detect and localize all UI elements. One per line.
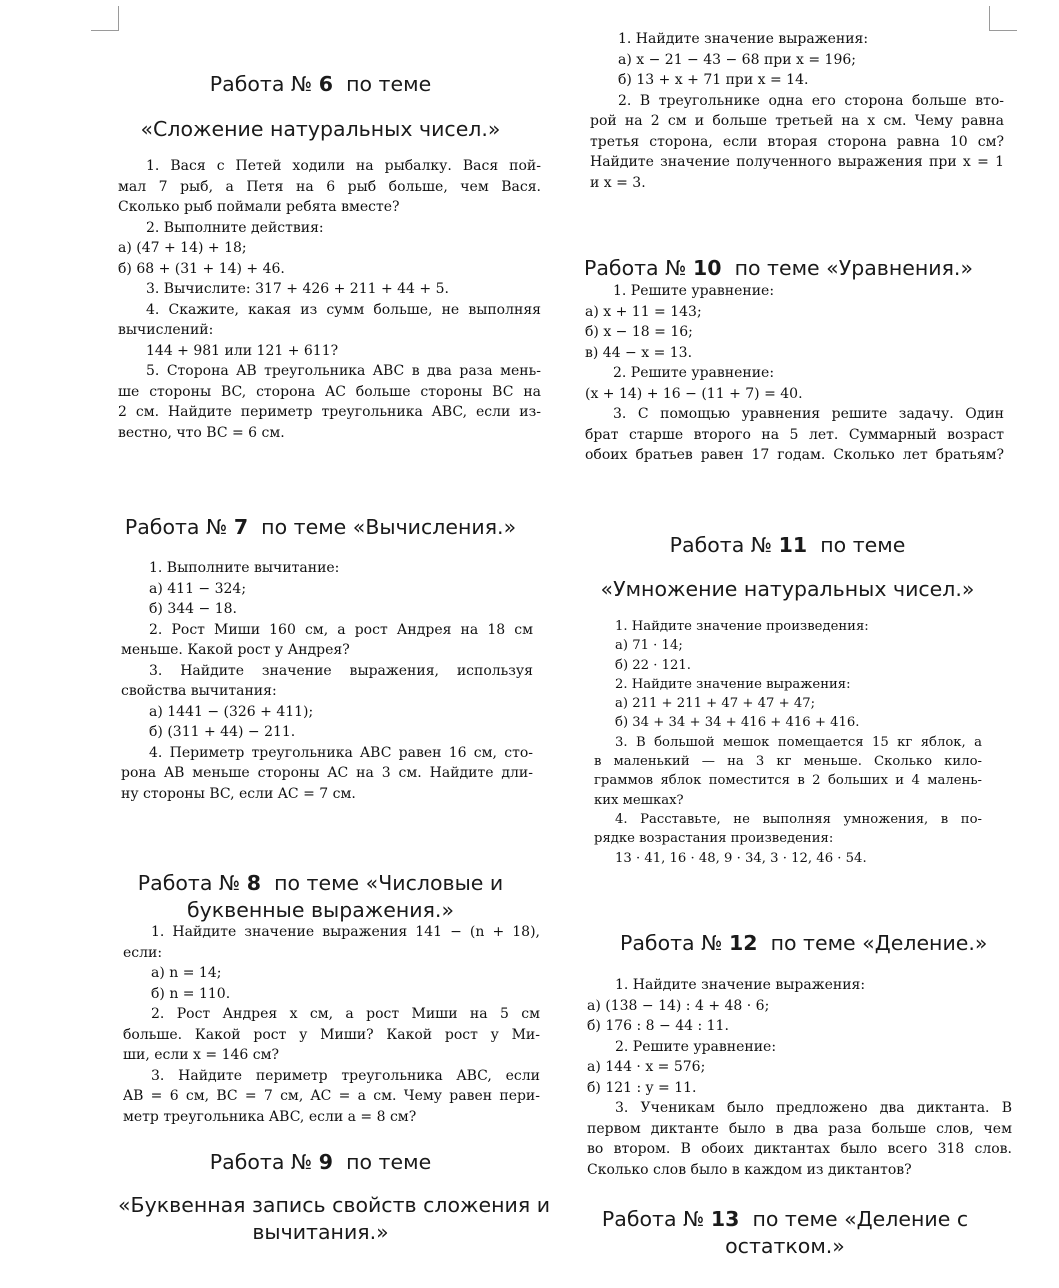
task-line: и x = 3. xyxy=(590,174,646,191)
task-line: брат старше второго на 5 лет. Суммарный возраст xyxy=(585,426,1004,443)
title-suffix: по теме xyxy=(346,72,432,96)
task-line: а) 71 · 14; xyxy=(615,638,683,654)
task-line: рядке возрастания произведения: xyxy=(594,831,834,847)
task-line: первом диктанте было в два раза больше слов, чем xyxy=(587,1120,1012,1137)
work-12-tasks xyxy=(587,975,1012,1180)
task-line: вестно, что BC = 6 см. xyxy=(118,424,285,441)
work-11-subtitle: «Умножение натуральных чисел.» xyxy=(600,577,975,601)
task-line: ши, если x = 146 см? xyxy=(123,1047,279,1063)
crop-mark-left xyxy=(91,6,119,31)
task-line: б) 13 + x + 71 при x = 14. xyxy=(618,72,809,88)
task-line: б) x − 18 = 16; xyxy=(585,324,693,340)
task-line: 1. Найдите значение произведения: xyxy=(615,619,869,634)
task-line: б) 176 : 8 − 44 : 11. xyxy=(587,1018,729,1034)
task-line: а) x + 11 = 143; xyxy=(585,303,702,320)
work-9-subtitle-line2: вычитания.» xyxy=(252,1220,389,1244)
title-prefix: Работа № xyxy=(669,533,773,557)
task-line: 3. С помощью уравнения решите задачу. Один xyxy=(613,406,1004,422)
task-line: больше. Какой рост у Миши? Какой рост у Ми- xyxy=(123,1026,540,1043)
title-prefix: Работа № xyxy=(584,256,687,280)
task-line: 2. Рост Миши 160 см, а рост Андрея на 18 см xyxy=(149,621,533,638)
task-line: б) n = 110. xyxy=(151,985,231,1002)
task-line: третья сторона, если вторая сторона равна 10 см? xyxy=(590,133,1004,150)
work-6-subtitle: «Сложение натуральных чисел.» xyxy=(140,117,501,141)
task-line: 3. Найдите значение выражения, используя xyxy=(149,662,533,679)
work-6-tasks xyxy=(118,156,541,443)
task-line: если: xyxy=(123,944,163,961)
task-line: а) (47 + 14) + 18; xyxy=(118,240,247,256)
work-10-title xyxy=(584,255,973,282)
work-number: 13 xyxy=(710,1207,740,1231)
work-9-subtitle-line1: «Буквенная запись свойств сложения и xyxy=(118,1193,551,1217)
task-line: б) 344 − 18. xyxy=(149,601,237,617)
work-8-tasks xyxy=(123,922,540,1127)
work-7-tasks xyxy=(121,558,533,804)
task-line: 2. Решите уравнение: xyxy=(613,365,775,381)
task-line: обоих братьев равен 17 годам. Сколько лет братьям? xyxy=(585,447,1004,463)
task-line: 1. Найдите значение выражения 141 − (n + 18), xyxy=(151,924,540,940)
task-line: вычислений: xyxy=(118,322,214,338)
title-suffix: по теме «Уравнения.» xyxy=(734,256,973,280)
task-line: свойства вычитания: xyxy=(121,683,277,699)
task-line: 1. Решите уравнение: xyxy=(613,283,775,299)
task-line: а) 211 + 211 + 47 + 47 + 47; xyxy=(615,696,816,712)
task-line: б) 34 + 34 + 34 + 416 + 416 + 416. xyxy=(615,715,860,731)
task-line: метр треугольника ABC, если a = 8 см? xyxy=(123,1108,417,1125)
task-line: 1. Выполните вычитание: xyxy=(149,560,340,576)
work-number: 11 xyxy=(778,533,808,557)
work-9-tasks xyxy=(590,29,1004,193)
task-line: 2. Решите уравнение: xyxy=(615,1038,777,1055)
task-line: 3. Ученикам было предложено два диктанта. В xyxy=(615,1100,1012,1116)
task-line: а) x − 21 − 43 − 68 при x = 196; xyxy=(618,51,856,68)
task-line: 2 см. Найдите периметр треугольника ABC, если из- xyxy=(118,404,541,420)
task-line: 144 + 981 или 121 + 611? xyxy=(146,342,339,359)
work-13-title xyxy=(585,1206,985,1233)
work-number: 10 xyxy=(692,256,722,280)
title-prefix: Работа № xyxy=(620,931,723,955)
task-line: Найдите значение полученного выражения при x = 1 xyxy=(590,154,1004,170)
task-line: 2. Рост Андрея x см, а рост Миши на 5 см xyxy=(151,1006,540,1022)
work-8-title-line2: буквенные выражения.» xyxy=(186,898,454,922)
title-prefix: Работа № xyxy=(124,515,228,539)
title-suffix: по теме «Деление с xyxy=(752,1207,969,1231)
task-line: 1. Найдите значение выражения: xyxy=(618,31,869,47)
task-line: 3. Найдите периметр треугольника ABC, если xyxy=(151,1067,540,1084)
task-line: 4. Скажите, какая из сумм больше, не выполняя xyxy=(146,301,541,318)
task-line: ких мешках? xyxy=(594,792,684,808)
work-number: 6 xyxy=(318,72,334,96)
title-suffix: по теме xyxy=(820,533,906,557)
title-prefix: Работа № xyxy=(209,72,313,96)
title-prefix: Работа № xyxy=(137,871,241,895)
work-9-title xyxy=(118,1149,523,1176)
task-line: б) 68 + (31 + 14) + 46. xyxy=(118,260,285,277)
task-line: 2. Выполните действия: xyxy=(146,219,324,236)
crop-mark-right xyxy=(989,6,1017,31)
task-line: а) 144 · x = 576; xyxy=(587,1059,706,1075)
task-line: а) n = 14; xyxy=(151,965,222,981)
task-line: 2. Найдите значение выражения: xyxy=(615,676,851,692)
task-line: 1. Вася с Петей ходили на рыбалку. Вася пой- xyxy=(146,158,541,174)
task-line: а) 1441 − (326 + 411); xyxy=(149,703,314,720)
task-line: 3. Вычислите: 317 + 426 + 211 + 44 + 5. xyxy=(146,281,449,297)
task-line: 2. В треугольнике одна его сторона больше вто- xyxy=(618,92,1004,109)
task-line: Сколько слов было в каждом из диктантов? xyxy=(587,1161,912,1178)
work-12-title xyxy=(620,930,988,957)
task-line: ше стороны BC, сторона AC больше стороны BC на xyxy=(118,383,541,400)
work-10-tasks xyxy=(585,281,1004,466)
task-line: (x + 14) + 16 − (11 + 7) = 40. xyxy=(585,385,803,402)
title-suffix: по теме «Числовые и xyxy=(274,871,504,895)
task-line: б) 22 · 121. xyxy=(615,657,691,673)
task-line: 4. Периметр треугольника ABC равен 16 см, сто- xyxy=(149,744,533,761)
work-8-title xyxy=(118,870,523,897)
task-line: 3. В большой мешок помещается 15 кг яблок, а xyxy=(615,734,982,750)
task-line: а) 411 − 324; xyxy=(149,580,247,597)
task-line: в) 44 − x = 13. xyxy=(585,344,693,361)
task-line: 4. Расставьте, не выполняя умножения, в по- xyxy=(615,811,982,827)
work-11-tasks xyxy=(586,617,982,868)
title-prefix: Работа № xyxy=(209,1150,313,1174)
task-line: рона AB меньше стороны AC на 3 см. Найдите дли- xyxy=(121,765,533,781)
work-6-title xyxy=(118,71,523,98)
work-number: 12 xyxy=(728,931,758,955)
task-line: граммов яблок поместится в 2 больших и 4 малень- xyxy=(594,773,982,789)
work-number: 9 xyxy=(318,1150,334,1174)
task-line: AB = 6 см, BC = 7 см, AC = a см. Чему равен пери- xyxy=(123,1088,540,1104)
title-suffix: по теме xyxy=(346,1150,432,1174)
task-line: б) (311 + 44) − 211. xyxy=(149,724,296,740)
task-line: меньше. Какой рост у Андрея? xyxy=(121,642,350,658)
task-line: мал 7 рыб, а Петя на 6 рыб больше, чем Вася. xyxy=(118,178,541,195)
task-line: в маленький — на 3 кг меньше. Сколько кило- xyxy=(594,754,982,770)
work-7-title xyxy=(118,514,523,541)
task-line: а) (138 − 14) : 4 + 48 · 6; xyxy=(587,997,770,1014)
task-line: Сколько рыб поймали ребята вместе? xyxy=(118,199,400,215)
title-prefix: Работа № xyxy=(601,1207,705,1231)
title-suffix: по теме «Деление.» xyxy=(770,931,988,955)
task-line: ну стороны BC, если AC = 7 см. xyxy=(121,785,356,802)
task-line: б) 121 : y = 11. xyxy=(587,1079,697,1096)
task-line: 13 · 41, 16 · 48, 9 · 34, 3 · 12, 46 · 54. xyxy=(615,850,867,866)
task-line: во втором. В обоих диктантах было всего 318 слов. xyxy=(587,1141,1012,1157)
work-number: 8 xyxy=(246,871,262,895)
work-11-title xyxy=(585,532,990,559)
task-line: 1. Найдите значение выражения: xyxy=(615,977,866,993)
work-number: 7 xyxy=(233,515,249,539)
task-line: рой на 2 см и больше третьей на x см. Чему равна xyxy=(590,113,1004,129)
work-13-title-line2: остатком.» xyxy=(725,1234,845,1258)
title-suffix: по теме «Вычисления.» xyxy=(261,515,517,539)
task-line: 5. Сторона AB треугольника ABC в два раза мень- xyxy=(146,363,541,379)
